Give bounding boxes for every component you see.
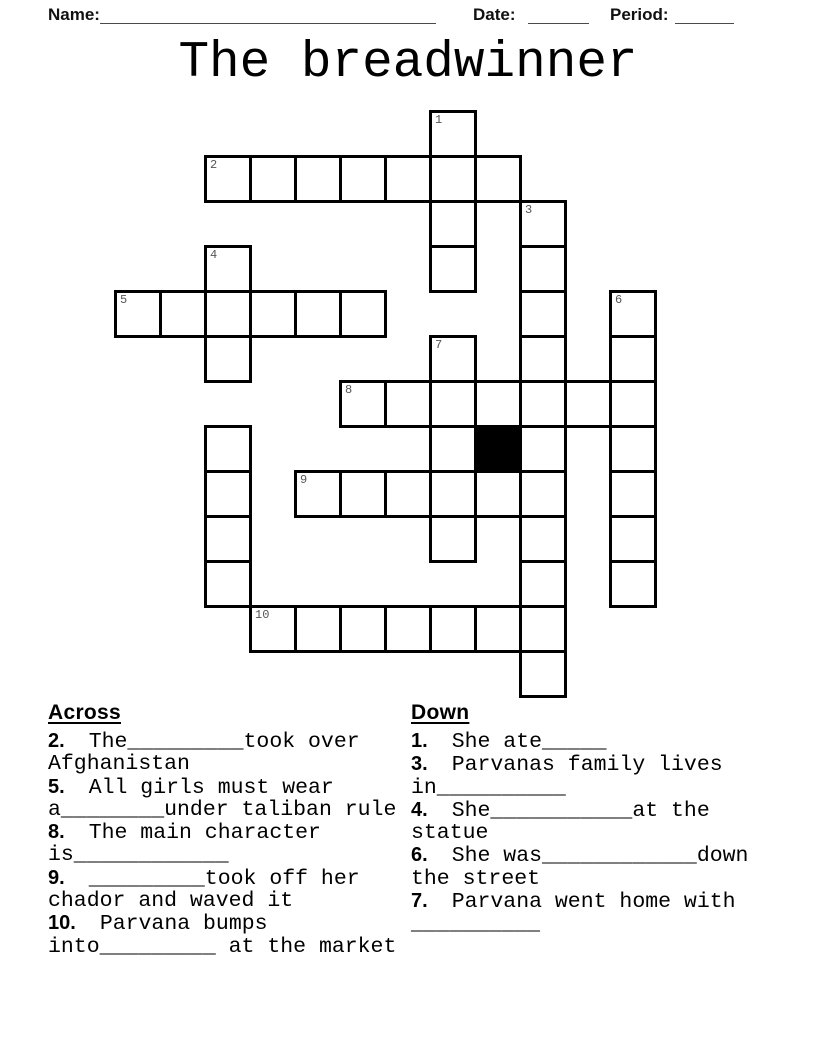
grid-cell[interactable] xyxy=(474,380,522,428)
clue-item: 4. She___________at the statue xyxy=(411,798,710,846)
clue-item: 10. Parvana bumps into_________ at the market xyxy=(48,912,397,959)
grid-cell[interactable] xyxy=(519,560,567,608)
cell-number: 4 xyxy=(210,248,218,262)
grid-cell[interactable] xyxy=(609,335,657,383)
clue-number: 8. xyxy=(48,821,65,844)
grid-cell[interactable] xyxy=(339,380,387,428)
clue-number: 6. xyxy=(411,844,428,867)
grid-cell[interactable] xyxy=(339,470,387,518)
clue-number: 4. xyxy=(411,798,428,821)
grid-cell[interactable] xyxy=(429,470,477,518)
grid-cell[interactable] xyxy=(384,605,432,653)
clue-item: 5. All girls must wear a________under taliban rule xyxy=(48,775,397,822)
grid-cell[interactable] xyxy=(429,155,477,203)
name-label: Name: xyxy=(48,5,100,24)
grid-cell[interactable] xyxy=(339,155,387,203)
period-field-line[interactable] xyxy=(675,5,734,24)
cell-number: 1 xyxy=(435,113,443,127)
clue-item: 2. The_________took over Afghanistan xyxy=(48,730,360,777)
clue-number: 7. xyxy=(411,890,428,913)
grid-cell[interactable] xyxy=(204,290,252,338)
clue-item: 7. Parvana went home with __________ xyxy=(411,890,736,937)
grid-cell[interactable] xyxy=(609,470,657,518)
grid-cell[interactable] xyxy=(204,335,252,383)
cell-number: 2 xyxy=(210,158,218,172)
grid-cell[interactable] xyxy=(204,560,252,608)
date-label: Date: xyxy=(473,5,516,24)
grid-cell[interactable] xyxy=(204,425,252,473)
grid-cell[interactable] xyxy=(204,515,252,563)
grid-cell[interactable] xyxy=(204,470,252,518)
crossword-grid xyxy=(114,110,657,698)
grid-cell[interactable] xyxy=(249,290,297,338)
grid-cell[interactable] xyxy=(429,605,477,653)
grid-cell[interactable] xyxy=(429,335,477,383)
cell-number: 10 xyxy=(255,608,270,622)
grid-cell[interactable] xyxy=(429,425,477,473)
grid-cell[interactable] xyxy=(339,605,387,653)
grid-cell[interactable] xyxy=(384,380,432,428)
grid-cell-black xyxy=(474,425,522,473)
grid-cell[interactable] xyxy=(609,515,657,563)
period-label: Period: xyxy=(610,5,669,24)
cell-number: 6 xyxy=(615,293,623,307)
grid-cell[interactable] xyxy=(519,245,567,293)
clue-number: 5. xyxy=(48,775,65,798)
grid-cell[interactable] xyxy=(474,605,522,653)
grid-cell[interactable] xyxy=(609,425,657,473)
clue-item: 1. She ate_____ xyxy=(411,730,607,754)
grid-cell[interactable] xyxy=(609,290,657,338)
clue-number: 10. xyxy=(48,912,76,935)
clue-number: 9. xyxy=(48,866,65,889)
grid-cell[interactable] xyxy=(519,200,567,248)
grid-cell[interactable] xyxy=(249,605,297,653)
grid-cell[interactable] xyxy=(294,290,342,338)
grid-cell[interactable] xyxy=(519,335,567,383)
name-field-line[interactable] xyxy=(100,5,436,24)
page-title: The breadwinner xyxy=(178,35,638,92)
grid-cell[interactable] xyxy=(519,470,567,518)
grid-cell[interactable] xyxy=(339,290,387,338)
date-field-line[interactable] xyxy=(528,5,589,24)
grid-cell[interactable] xyxy=(204,245,252,293)
across-heading: Across xyxy=(48,701,122,724)
grid-cell[interactable] xyxy=(609,380,657,428)
cell-number: 8 xyxy=(345,383,353,397)
grid-cell[interactable] xyxy=(294,155,342,203)
cell-number: 7 xyxy=(435,338,443,352)
grid-cell[interactable] xyxy=(429,245,477,293)
grid-cell[interactable] xyxy=(429,380,477,428)
clue-item: 3. Parvanas family lives in__________ xyxy=(411,753,723,800)
grid-cell[interactable] xyxy=(519,605,567,653)
grid-cell[interactable] xyxy=(519,380,567,428)
grid-cell[interactable] xyxy=(159,290,207,338)
clue-number: 3. xyxy=(411,753,428,776)
grid-cell[interactable] xyxy=(204,155,252,203)
grid-cell[interactable] xyxy=(564,380,612,428)
clue-item: 8. The main character is____________ xyxy=(48,821,321,868)
grid-cell[interactable] xyxy=(384,470,432,518)
grid-cell[interactable] xyxy=(294,605,342,653)
down-heading: Down xyxy=(411,701,470,724)
grid-cell[interactable] xyxy=(249,155,297,203)
cell-number: 9 xyxy=(300,473,308,487)
grid-cell[interactable] xyxy=(429,515,477,563)
across-clue-list xyxy=(48,730,406,958)
across-clues-section xyxy=(48,701,406,958)
clue-item: 6. She was____________down the street xyxy=(411,844,749,891)
clue-number: 2. xyxy=(48,730,65,752)
grid-cell[interactable] xyxy=(609,560,657,608)
grid-cell[interactable] xyxy=(519,290,567,338)
grid-cell[interactable] xyxy=(429,200,477,248)
grid-cell[interactable] xyxy=(474,470,522,518)
down-clue-list xyxy=(411,730,769,936)
grid-cell[interactable] xyxy=(519,425,567,473)
cell-number: 3 xyxy=(525,203,533,217)
clue-number: 1. xyxy=(411,730,428,752)
grid-cell[interactable] xyxy=(519,650,567,698)
grid-cell[interactable] xyxy=(519,515,567,563)
grid-cell[interactable] xyxy=(114,290,162,338)
clue-item: 9. _________took off her chador and waved it xyxy=(48,866,360,914)
grid-cell[interactable] xyxy=(294,470,342,518)
grid-cell[interactable] xyxy=(474,155,522,203)
down-clues-section xyxy=(411,701,769,936)
cell-number: 5 xyxy=(120,293,128,307)
grid-cell[interactable] xyxy=(429,110,477,158)
grid-cell[interactable] xyxy=(384,155,432,203)
